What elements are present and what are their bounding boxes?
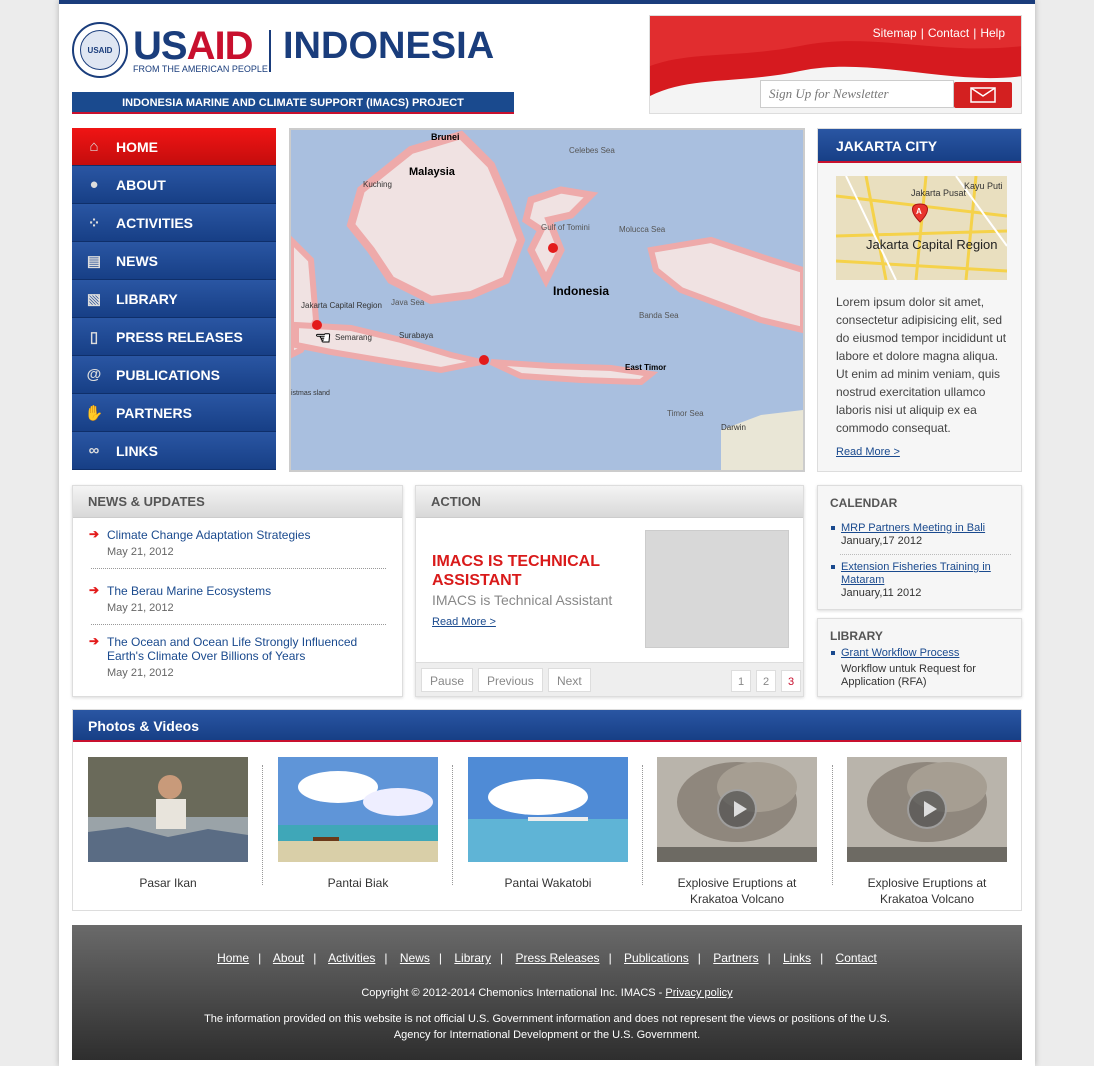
photo-pantai-wakatobi[interactable] [468, 757, 628, 862]
footer-link-library[interactable]: Library [454, 951, 492, 965]
library-title: LIBRARY [830, 629, 883, 643]
footer-link-news[interactable]: News [399, 951, 430, 965]
jakarta-title: JAKARTA CITY [818, 129, 1021, 163]
top-link-sitemap[interactable]: Sitemap [872, 26, 917, 40]
nav-item-about[interactable] [72, 166, 276, 204]
calendar-panel [817, 485, 1022, 610]
home-icon: ⌂ [89, 138, 99, 155]
map-marker-sulawesi[interactable] [548, 243, 558, 253]
slider-controls [416, 662, 803, 696]
news-title: NEWS & UPDATES [73, 486, 402, 518]
play-icon[interactable] [717, 789, 757, 829]
video-caption: Explosive Eruptions at Krakatoa Volcano [677, 876, 797, 906]
action-panel [415, 485, 804, 697]
news-item [73, 518, 402, 558]
photo-item[interactable] [468, 757, 628, 891]
arrow-right-icon: ➔ [89, 527, 100, 541]
nav-item-news[interactable] [72, 242, 276, 280]
pause-button[interactable]: Pause [421, 668, 473, 692]
video-item[interactable] [847, 757, 1007, 907]
main-nav [72, 128, 276, 470]
nav-label: PUBLICATIONS [116, 366, 220, 383]
logo-us: US [133, 24, 187, 68]
page [59, 0, 1035, 1066]
usaid-logo[interactable] [133, 26, 252, 66]
map-label-java-sea: Java Sea [391, 298, 425, 307]
jakarta-map-marker: A [916, 207, 922, 216]
footer-links: Home | About | Activities | News | Library | Press Releases | Publications | Partners | Links | Contact [217, 951, 877, 965]
map-label-semarang: Semarang [335, 333, 372, 342]
nav-item-activities[interactable] [72, 204, 276, 242]
jakarta-description [836, 293, 1012, 461]
map-label-kuching: Kuching [363, 180, 392, 189]
map-label-east-timor: East Timor [625, 363, 667, 372]
library-panel [817, 618, 1022, 697]
disclaimer: The information provided on this website is not official U.S. Government information and does not represent the views or positions of the U.S. Agency for International Development or the U.S. Government. [204, 1013, 890, 1041]
nav-item-home[interactable] [72, 128, 276, 166]
photo-caption: Pantai Biak [327, 876, 389, 890]
news-link[interactable]: The Berau Marine Ecosystems [107, 584, 272, 598]
action-read-more-link[interactable]: Read More > [432, 616, 496, 628]
handshake-icon: ✋ [84, 404, 104, 422]
action-image-placeholder [645, 530, 789, 648]
top-link-help[interactable]: Help [980, 26, 1005, 40]
calendar-link[interactable]: Extension Fisheries Training in Mataram [841, 561, 991, 586]
document-icon: ▯ [89, 328, 99, 346]
country-title: INDONESIA [283, 25, 495, 67]
map-label-malaysia: Malaysia [409, 166, 455, 178]
footer-link-home[interactable]: Home [217, 951, 250, 965]
action-subtitle: IMACS is Technical Assistant [432, 592, 613, 608]
photos-videos-panel [72, 709, 1022, 911]
photo-divider [262, 765, 263, 885]
next-button[interactable]: Next [548, 668, 591, 692]
newsletter-submit-button[interactable] [954, 82, 1012, 108]
map-label-indonesia: Indonesia [553, 284, 610, 298]
nav-label: ABOUT [116, 176, 166, 193]
bullet-icon [831, 651, 835, 655]
jakarta-text: Lorem ipsum dolor sit amet, consectetur adipisicing elit, sed do eiusmod tempor incididunt ut labore et dolore magna aliqua. Ut enim ad minim veniam, quis nostrud exercitation ullamco laboris nisi ut aliquip ex ea commodo consequat. [836, 295, 1007, 435]
map-label-gulf-of-tomini: Gulf of Tomini [541, 223, 590, 232]
footer-link-about[interactable]: About [272, 951, 305, 965]
photo-pantai-biak[interactable] [278, 757, 438, 862]
map-label-banda-sea: Banda Sea [639, 311, 679, 320]
copyright [72, 987, 1022, 999]
jakarta-read-more-link[interactable]: Read More > [836, 446, 900, 458]
logo-tagline: FROM THE AMERICAN PEOPLE [133, 64, 268, 74]
activities-icon: ⁘ [87, 214, 101, 232]
photo-image [468, 757, 628, 862]
divider [840, 554, 1011, 555]
footer-link-publications[interactable]: Publications [624, 951, 689, 965]
top-link-contact[interactable]: Contact [927, 26, 970, 40]
logo-divider [269, 30, 271, 72]
jakarta-map-region-label: Jakarta Capital Region [866, 237, 998, 252]
map-label-brunei: Brunei [431, 132, 460, 142]
photo-image [88, 757, 248, 862]
photo-caption: Pantai Wakatobi [504, 876, 592, 890]
jakarta-map[interactable] [836, 176, 1007, 280]
footer-link-links[interactable]: Links [783, 951, 812, 965]
nav-label: ACTIVITIES [116, 214, 194, 231]
map-label-jakarta: Jakarta Capital Region [301, 301, 382, 310]
map-marker-bali[interactable] [479, 355, 489, 365]
video-krakatoa-1[interactable] [657, 757, 817, 862]
nav-label: HOME [116, 138, 158, 155]
person-icon: ● [89, 176, 99, 193]
nav-item-press-releases[interactable] [72, 318, 276, 356]
action-headline: IMACS IS TECHNICAL ASSISTANT [432, 553, 600, 589]
bullet-icon [831, 526, 835, 530]
news-date: May 21, 2012 [107, 602, 174, 614]
news-date: May 21, 2012 [107, 667, 174, 679]
nav-label: LINKS [116, 442, 158, 459]
at-icon: @ [86, 366, 102, 383]
arrow-right-icon: ➔ [89, 634, 100, 648]
nav-label: NEWS [116, 252, 158, 269]
newspaper-icon: ▤ [86, 252, 102, 270]
news-item [73, 625, 402, 679]
photo-item[interactable] [88, 757, 248, 891]
jakarta-map-label-kayu: Kayu Puti [964, 181, 1003, 191]
library-item [818, 647, 1021, 689]
page-button-3[interactable]: 3 [781, 670, 801, 692]
news-link[interactable]: Climate Change Adaptation Strategies [107, 528, 311, 542]
jakarta-map-graphic [836, 176, 1007, 280]
news-link[interactable]: The Ocean and Ocean Life Strongly Influenced Earth's Climate Over Billions of Years [107, 635, 358, 663]
news-updates-panel [72, 485, 403, 697]
newsletter-input[interactable]: Sign Up for Newsletter [760, 80, 954, 108]
project-title: INDONESIA MARINE AND CLIMATE SUPPORT (IMACS) PROJECT [72, 92, 514, 114]
footer-link-activities[interactable]: Activities [328, 951, 376, 965]
photo-pasar-ikan[interactable] [88, 757, 248, 862]
nav-item-publications[interactable] [72, 356, 276, 394]
pointer-hand-icon: ☚ [315, 328, 332, 348]
usaid-seal-logo [72, 22, 128, 78]
map-label-christmas-island: istmas sland [291, 390, 330, 397]
nav-item-library[interactable] [72, 280, 276, 318]
indonesia-map[interactable] [289, 128, 805, 472]
seal-text: USAID [80, 30, 120, 70]
photos-title: Photos & Videos [73, 710, 1021, 742]
action-title: ACTION [416, 486, 803, 518]
footer-link-press-releases[interactable]: Press Releases [515, 951, 600, 965]
calendar-date: January,17 2012 [841, 535, 923, 547]
map-label-celebes-sea: Celebes Sea [569, 146, 615, 155]
calendar-item [818, 561, 1021, 600]
nav-label: PARTNERS [116, 404, 192, 421]
map-graphic [291, 130, 803, 470]
page-button-2[interactable]: 2 [756, 670, 776, 692]
footer-link-contact[interactable]: Contact [835, 951, 877, 965]
link-icon: ∞ [88, 442, 100, 459]
calendar-item [818, 522, 1021, 548]
nav-label: PRESS RELEASES [116, 328, 243, 345]
bullet-icon [831, 565, 835, 569]
video-caption: Explosive Eruptions at Krakatoa Volcano [867, 876, 987, 906]
logo-aid: AID [186, 24, 253, 68]
arrow-right-icon: ➔ [89, 583, 100, 597]
flag-banner [649, 15, 1022, 114]
previous-button[interactable]: Previous [478, 668, 543, 692]
play-icon[interactable] [907, 789, 947, 829]
privacy-policy-link[interactable]: Privacy policy [665, 987, 733, 999]
nav-label: LIBRARY [116, 290, 178, 307]
envelope-icon [970, 87, 996, 103]
page-button-1[interactable]: 1 [731, 670, 751, 692]
nav-item-partners[interactable] [72, 394, 276, 432]
photo-item[interactable] [278, 757, 438, 891]
photo-caption: Pasar Ikan [139, 876, 197, 890]
video-krakatoa-2[interactable] [847, 757, 1007, 862]
photo-divider [642, 765, 643, 885]
jakarta-map-label-pusat: Jakarta Pusat [911, 188, 967, 198]
photo-image [278, 757, 438, 862]
news-item [73, 569, 402, 614]
nav-item-links[interactable] [72, 432, 276, 470]
footer [72, 925, 1022, 1060]
calendar-link[interactable]: MRP Partners Meeting in Bali [841, 522, 986, 534]
library-desc: Workflow untuk Request for Application (RFA) [841, 663, 976, 688]
map-label-timor-sea: Timor Sea [667, 409, 704, 418]
map-label-surabaya: Surabaya [399, 331, 434, 340]
map-label-molucca-sea: Molucca Sea [619, 225, 666, 234]
footer-link-partners[interactable]: Partners [713, 951, 759, 965]
copyright-text: Copyright © 2012-2014 Chemonics International Inc. IMACS - [361, 987, 666, 999]
map-label-darwin: Darwin [721, 423, 746, 432]
news-date: May 21, 2012 [107, 546, 174, 558]
book-icon: ▧ [86, 290, 102, 308]
library-link[interactable]: Grant Workflow Process [841, 647, 960, 659]
calendar-date: January,11 2012 [841, 587, 922, 599]
calendar-title: CALENDAR [830, 496, 898, 510]
jakarta-city-box [817, 128, 1022, 472]
video-item[interactable] [657, 757, 817, 907]
photo-divider [832, 765, 833, 885]
photo-divider [452, 765, 453, 885]
top-links: Sitemap | Contact | Help [872, 26, 1005, 40]
